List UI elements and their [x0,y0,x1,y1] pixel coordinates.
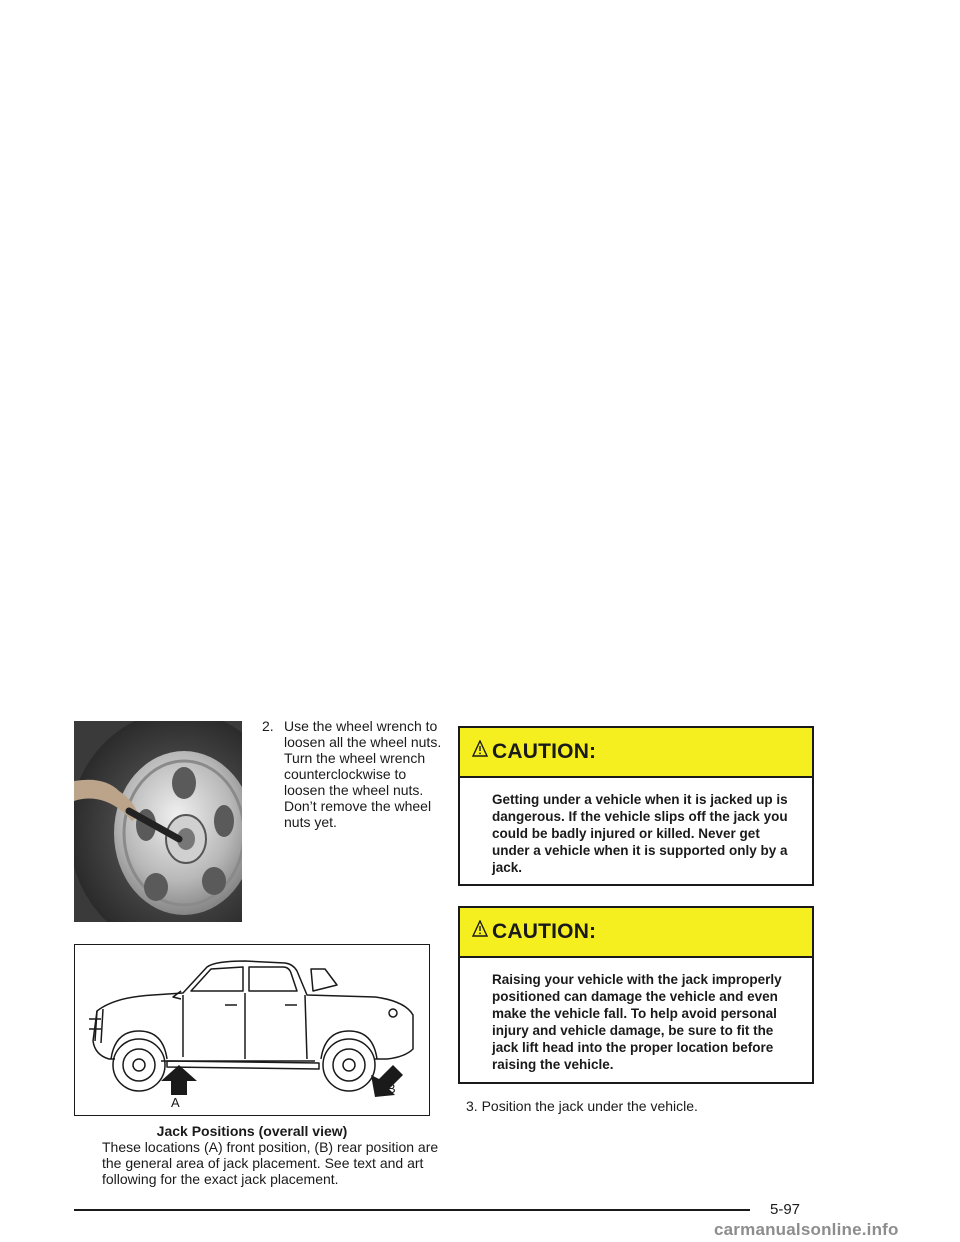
warning-triangle-icon [472,920,488,938]
caution-text: Getting under a vehicle when it is jacked up is dangerous. If the vehicle slips off the jack you could be badly injured or killed. Never get under a vehicle when it is supported only by a jack. [492,792,788,875]
warning-triangle-icon [472,740,488,758]
caution-box-1 [458,726,814,886]
wheel-wrench-photo [74,721,242,922]
caution-text: Raising your vehicle with the jack improperly positioned can damage the vehicle and even make the vehicle fall. To help avoid personal injury and vehicle damage, be sure to fit the jack lift head into the proper location before raising the vehicle. [492,972,782,1072]
arrow-a-icon [161,1065,197,1095]
caution-header [460,908,812,958]
label-a: A [171,1095,180,1110]
caution-box-2 [458,906,814,1084]
page-number: 5-97 [770,1201,801,1218]
figure-caption: Jack Positions (overall view) [156,1123,348,1139]
label-b: B [387,1081,396,1096]
footer-rule [74,1209,750,1211]
caution-title: CAUTION: [492,740,597,763]
figure-description: These locations (A) front position, (B) rear position are the general area of jack placement. See text and art following for the exact jack placement. [102,1139,439,1187]
step-number: 2. [262,718,274,734]
step-text: Use the wheel wrench to loosen all the wheel nuts. Turn the wheel wrench counterclockwise to loosen the wheel nuts. Don’t remove the wheel nuts yet. [284,718,442,830]
step-2 [262,718,442,830]
caution-title: CAUTION: [492,920,597,943]
step-3: 3. Position the jack under the vehicle. [466,1098,698,1114]
watermark: carmanualsonline.info [714,1220,899,1239]
truck-illustration [74,944,430,1116]
caution-header [460,728,812,778]
